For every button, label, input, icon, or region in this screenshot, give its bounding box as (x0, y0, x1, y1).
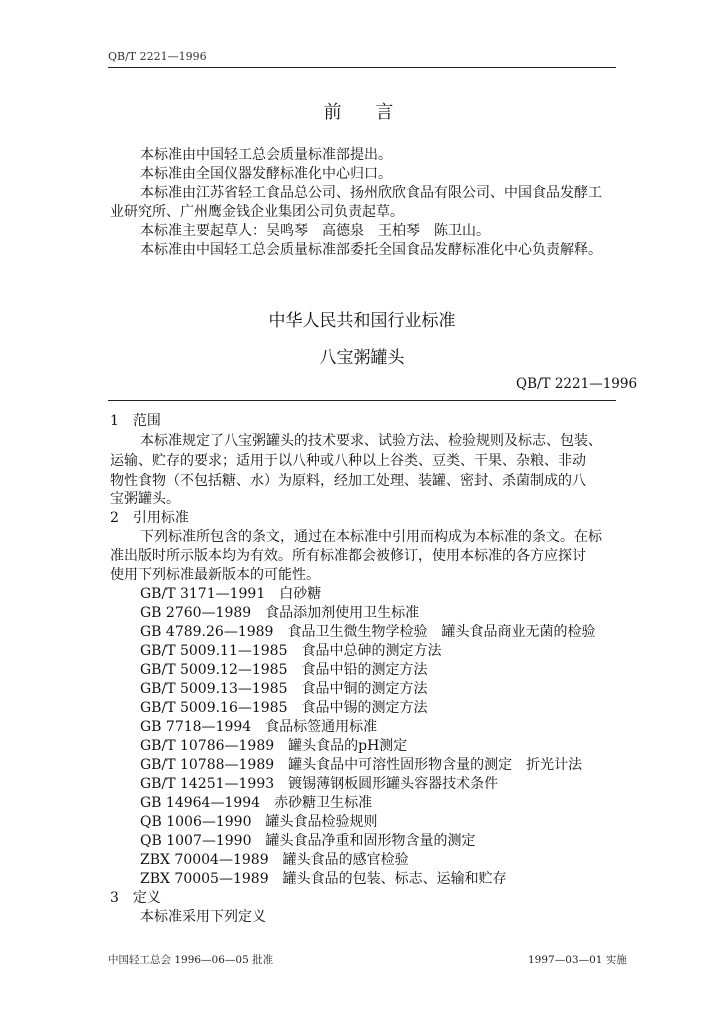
section-line: 运输、贮存的要求；适用于以八种或八种以上谷类、豆类、干果、杂粮、非动 (110, 453, 586, 469)
title-rule (108, 400, 616, 401)
header-rule (108, 67, 616, 68)
reference-item: GB 7718—1994 食品标签通用标准 (140, 719, 378, 735)
section-heading: 1 范围 (110, 413, 161, 429)
reference-item: QB 1007—1990 罐头食品净重和固形物含量的测定 (140, 833, 476, 849)
foreword-title: 前 言 (323, 102, 408, 123)
reference-item: GB/T 5009.11—1985 食品中总砷的测定方法 (140, 643, 442, 659)
reference-item: ZBX 70004—1989 罐头食品的感官检验 (140, 852, 409, 868)
foreword-line: 本标准由全国仪器发酵标准化中心归口。 (140, 166, 392, 182)
footer-approval: 中国轻工总会 1996—06—05 批准 (108, 954, 274, 966)
section-line: 使用下列标准最新版本的可能性。 (110, 567, 320, 583)
footer-effective: 1997—03—01 实施 (528, 954, 627, 966)
reference-item: GB/T 10786—1989 罐头食品的pH测定 (140, 738, 408, 754)
section-line: 宝粥罐头。 (110, 491, 180, 507)
section-line: 下列标准所包含的条文，通过在本标准中引用而构成为本标准的条文。在标 (140, 529, 602, 545)
header-code: QB/T 2221—1996 (108, 50, 207, 63)
reference-item: GB 4789.26—1989 食品卫生微生物学检验 罐头食品商业无菌的检验 (140, 624, 596, 640)
reference-item: GB 2760—1989 食品添加剂使用卫生标准 (140, 605, 420, 621)
section-line: 物性食物（不包括糖、水）为原料，经加工处理、装罐、密封、杀菌制成的八 (110, 473, 586, 489)
reference-item: GB/T 10788—1989 罐头食品中可溶性固形物含量的测定 折光计法 (140, 757, 583, 773)
standard-code: QB/T 2221—1996 (516, 376, 638, 392)
standard-org: 中华人民共和国行业标准 (268, 311, 456, 331)
reference-item: GB/T 5009.16—1985 食品中锡的测定方法 (140, 700, 428, 716)
reference-item: GB/T 14251—1993 镀锡薄钢板圆形罐头容器技术条件 (140, 776, 499, 792)
reference-item: GB/T 3171—1991 白砂糖 (140, 586, 322, 602)
reference-item: QB 1006—1990 罐头食品检验规则 (140, 814, 378, 830)
foreword-line: 本标准主要起草人：吴鸣琴 高德泉 王柏琴 陈卫山。 (140, 223, 490, 239)
standard-name: 八宝粥罐头 (319, 348, 405, 368)
section-line: 本标准采用下列定义 (140, 909, 266, 925)
foreword-line: 本标准由江苏省轻工食品总公司、扬州欣欣食品有限公司、中国食品发酵工 (140, 185, 602, 201)
section-heading: 2 引用标准 (110, 510, 189, 526)
foreword-line: 本标准由中国轻工总会质量标准部提出。 (140, 147, 392, 163)
reference-item: GB 14964—1994 赤砂糖卫生标准 (140, 795, 373, 811)
section-heading: 3 定义 (110, 890, 161, 906)
reference-item: GB/T 5009.12—1985 食品中铅的测定方法 (140, 662, 428, 678)
reference-item: ZBX 70005—1989 罐头食品的包装、标志、运输和贮存 (140, 871, 507, 887)
reference-item: GB/T 5009.13—1985 食品中铜的测定方法 (140, 681, 428, 697)
foreword-line: 业研究所、广州鹰金钱企业集团公司负责起草。 (110, 204, 404, 220)
section-line: 准出版时所示版本均为有效。所有标准都会被修订，使用本标准的各方应探讨 (110, 548, 586, 564)
section-line: 本标准规定了八宝粥罐头的技术要求、试验方法、检验规则及标志、包装、 (140, 433, 602, 449)
foreword-line: 本标准由中国轻工总会质量标准部委托全国食品发酵标准化中心负责解释。 (140, 242, 602, 258)
